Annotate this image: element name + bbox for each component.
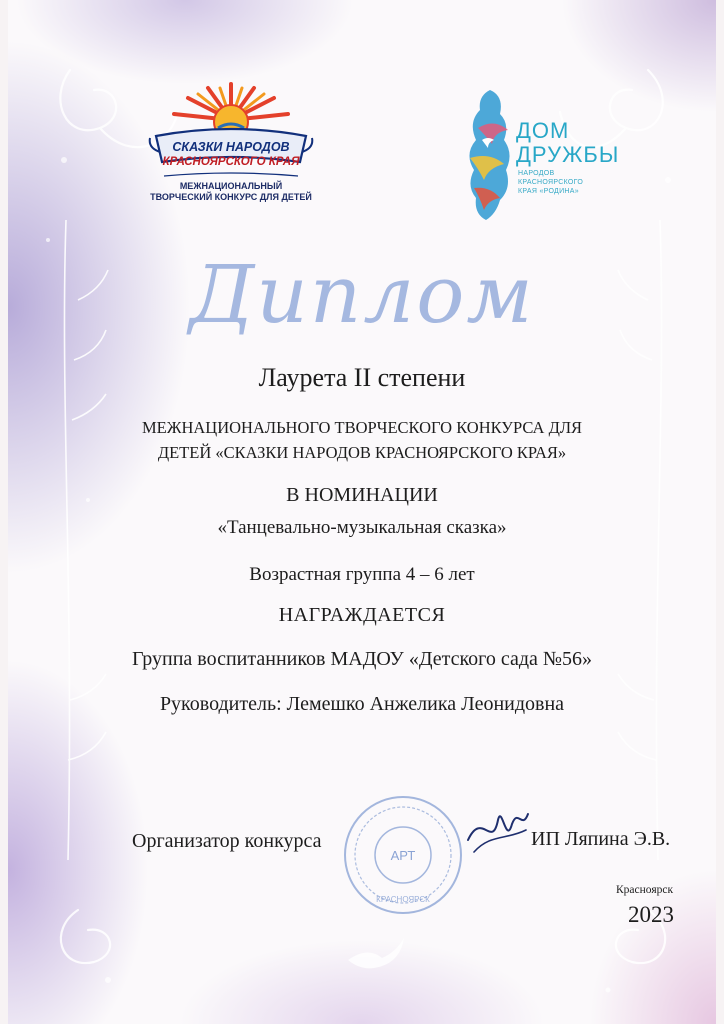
contest-name-line-1: МЕЖНАЦИОНАЛЬНОГО ТВОРЧЕСКОГО КОНКУРСА ДЛЯ — [141, 418, 583, 437]
city: Красноярск — [616, 884, 674, 896]
leader-name: Руководитель: Лемешко Анжелика Леонидовна — [159, 693, 565, 715]
signature — [462, 800, 532, 860]
region-map-icon — [460, 88, 520, 228]
contest-logo-region: КРАСНОЯРСКОГО КРАЯ — [162, 156, 300, 168]
brand-sub-3: КРАЯ «РОДИНА» — [518, 188, 579, 195]
contest-logo — [146, 80, 316, 230]
organizer-name: ИП Ляпина Э.В. — [531, 828, 671, 850]
friendship-house-logo — [460, 88, 630, 228]
brand-line-2: ДРУЖБЫ — [516, 142, 620, 167]
recipient-name: Группа воспитанников МАДОУ «Детского сада №56» — [131, 648, 593, 670]
age-group: Возрастная группа 4 – 6 лет — [249, 564, 475, 585]
brand-sub-2: КРАСНОЯРСКОГО — [518, 179, 584, 186]
contest-name-line-2: ДЕТЕЙ «СКАЗКИ НАРОДОВ КРАСНОЯРСКОГО КРАЯ» — [157, 443, 567, 462]
sun-emblem-icon — [146, 80, 316, 230]
nomination-name: «Танцевально-музыкальная сказка» — [217, 517, 507, 538]
stamp-center-text: АРТ — [390, 848, 416, 863]
brand-line-1: ДОМ — [516, 118, 570, 143]
organizer-label: Организатор конкурса — [132, 830, 322, 852]
year: 2023 — [628, 902, 674, 927]
contest-logo-title: СКАЗКИ НАРОДОВ — [172, 140, 290, 154]
diploma-title: Диплом — [189, 248, 535, 341]
awarded-label: НАГРАЖДАЕТСЯ — [278, 604, 446, 626]
contest-logo-subtitle-1: МЕЖНАЦИОНАЛЬНЫЙ — [179, 181, 283, 191]
brand-sub-1: НАРОДОВ — [518, 170, 555, 177]
nomination-label: В НОМИНАЦИИ — [286, 484, 438, 506]
contest-logo-subtitle-2: ТВОРЧЕСКИЙ КОНКУРС ДЛЯ ДЕТЕЙ — [150, 192, 312, 202]
organizer-stamp — [338, 790, 468, 920]
award-degree: Лаурета II степени — [258, 363, 466, 392]
stamp-ring-text: КРАСНОЯРСК — [376, 895, 430, 904]
